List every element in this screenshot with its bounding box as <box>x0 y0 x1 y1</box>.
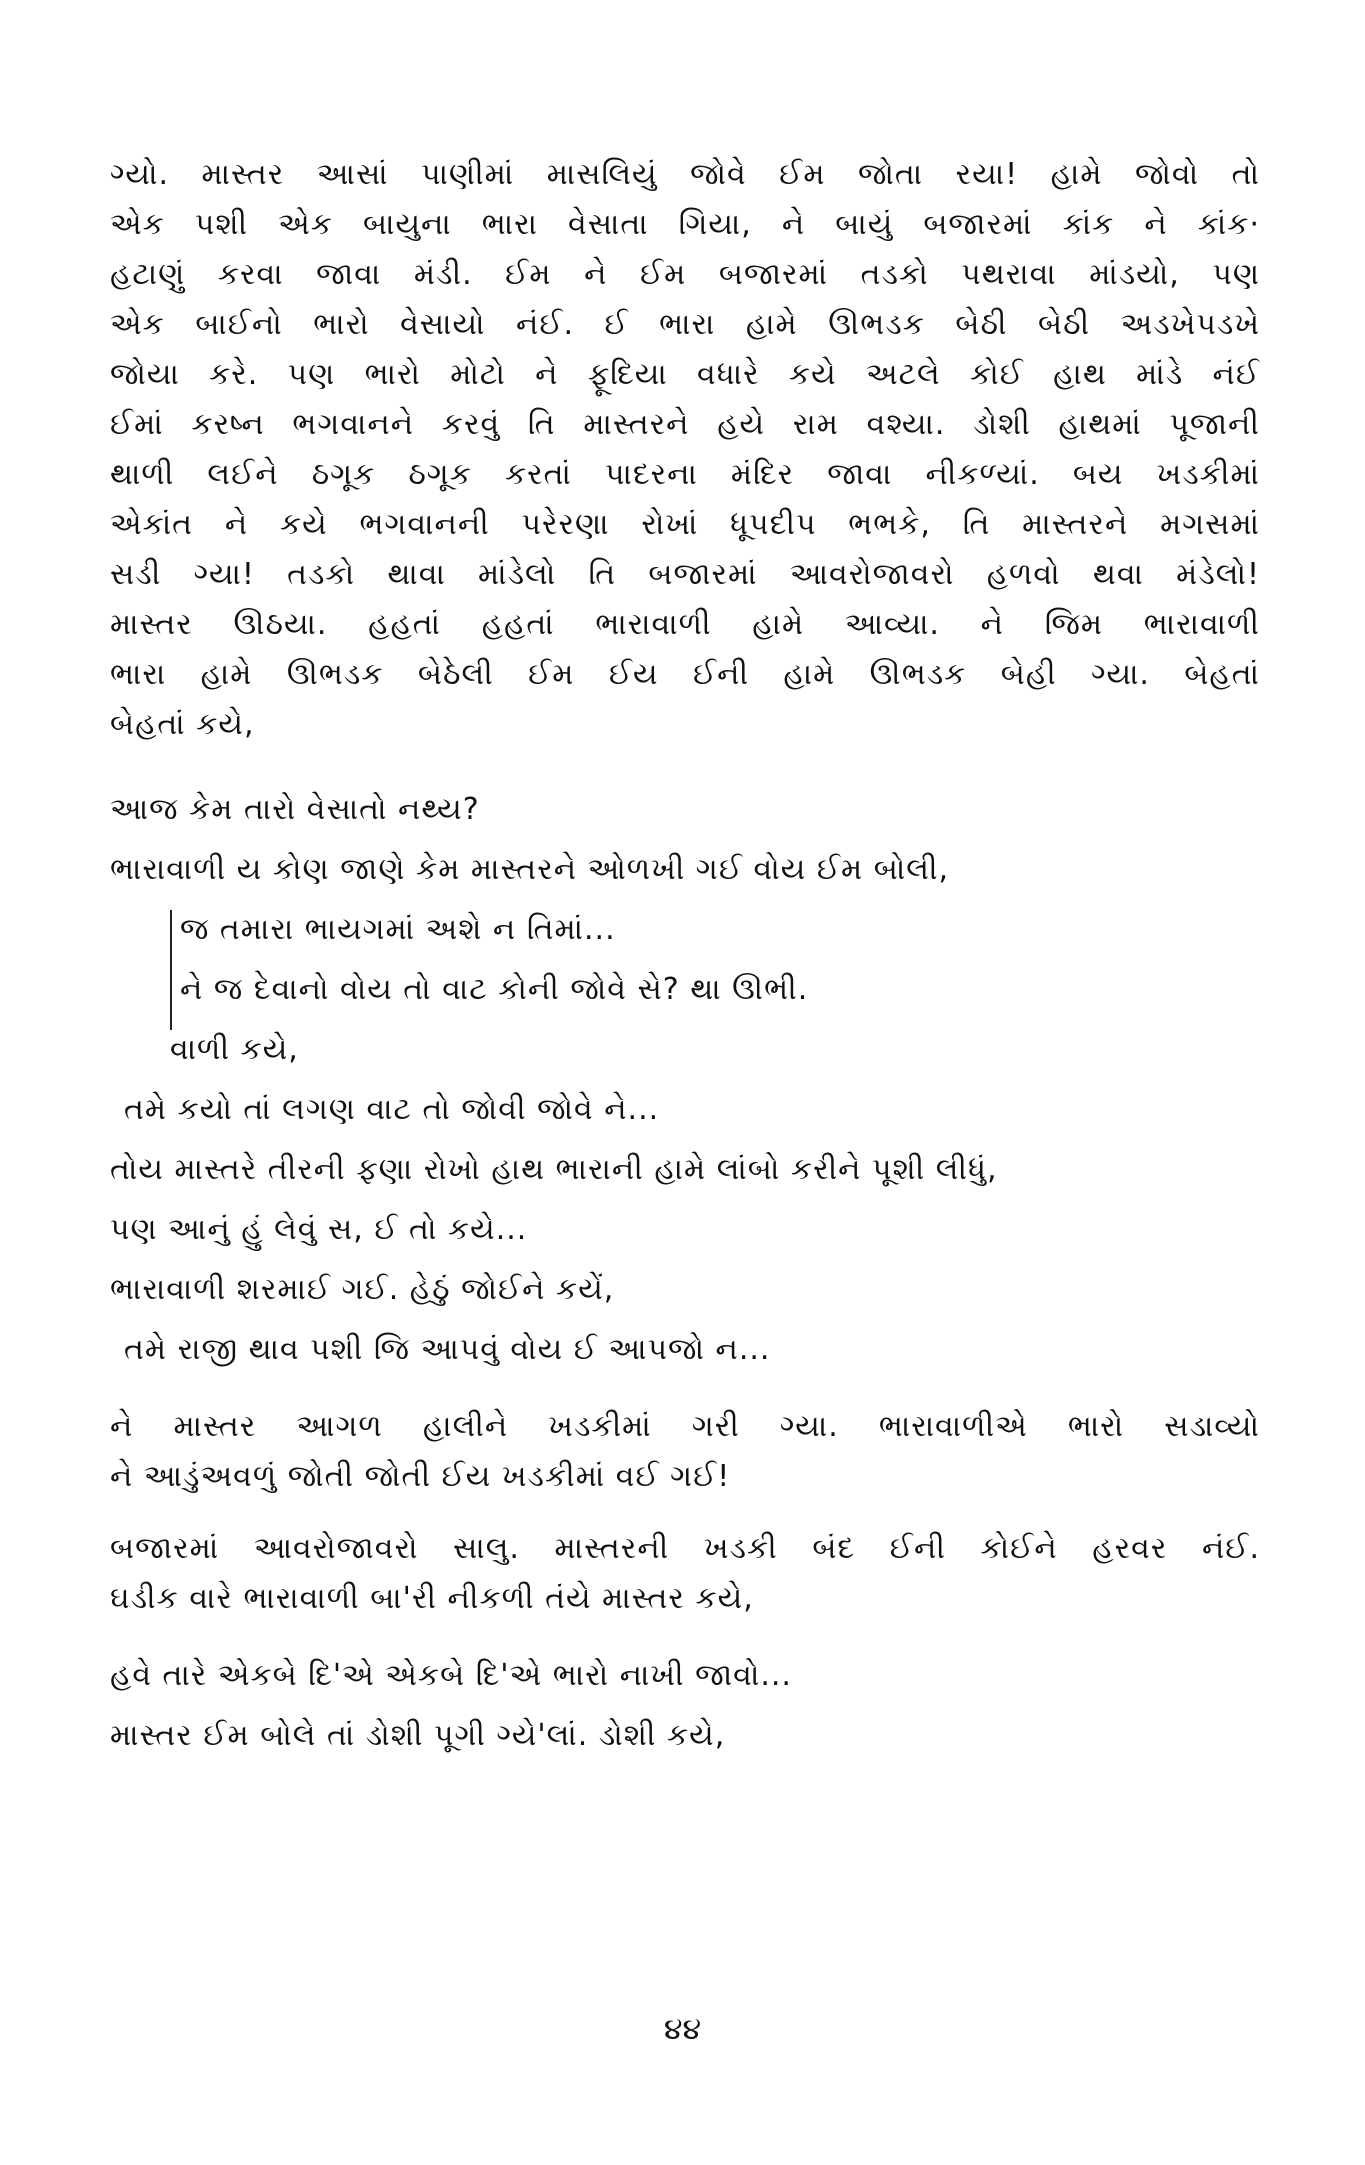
text-line: ભારા હામે ઊભડક બેઠેલી ઈમ ઈય ઈની હામે ઊભડક બેહી ગ્યા. બેહતાં <box>110 657 1260 692</box>
text-line: ઘડીક વારે ભારાવાળી બા'રી નીકળી તંયે માસ્તર કયે, <box>110 1581 754 1616</box>
dialogue-3 <box>110 1646 1260 1766</box>
dialogue-line: તમે કયો તાં લગણ વાટ તો જોવી જોવે ને... <box>124 1092 660 1127</box>
paragraph-2 <box>110 1402 1260 1502</box>
page-content <box>110 150 1260 1766</box>
page-number: ૪૪ <box>663 2012 702 2047</box>
text-line: એક પશી એક બાયુના ભારા વેસાતા ગિયા, ને બાયું બજારમાં કાંક ને કાંક· <box>110 207 1260 242</box>
dialogue-line: ભારાવાળી શરમાઈ ગઈ. હેઠું જોઈને કયેં, <box>110 1272 615 1307</box>
verse-bar <box>170 910 172 1030</box>
dialogue-2 <box>110 1020 1260 1380</box>
text-line: જોયા કરે. પણ ભારો મોટો ને ફૂદિયા વધારે કયે અટલે કોઈ હાથ માંડે નંઈ <box>110 357 1260 392</box>
text-line: ગ્યો. માસ્તર આસાં પાણીમાં માસલિયું જોવે ઈમ જોતા રયા! હામે જોવો તો <box>110 157 1260 192</box>
dialogue-line: પણ આનું હું લેવું સ, ઈ તો કયે... <box>110 1212 528 1247</box>
dialogue-line: માસ્તર ઈમ બોલે તાં ડોશી પૂગી ગ્યે'લાં. ડોશી કયે, <box>110 1718 726 1753</box>
verse-line: જ તમારા ભાયગમાં અશે ન તિમાં... <box>180 912 616 947</box>
text-line: હટાણું કરવા જાવા મંડી. ઈમ ને ઈમ બજારમાં તડકો પથરાવા માંડયો, પણ <box>110 257 1260 292</box>
dialogue-line: તોય માસ્તરે તીરની ફણા રોખો હાથ ભારાની હામે લાંબો કરીને પૂશી લીધું, <box>110 1152 998 1187</box>
dialogue-line: ભારાવાળી ય કોણ જાણે કેમ માસ્તરને ઓળખી ગઈ વોય ઈમ બોલી, <box>110 852 950 887</box>
text-line: એક બાઈનો ભારો વેસાયો નંઈ. ઈ ભારા હામે ઊભડક બેઠી બેઠી અડખેપડખે <box>110 307 1260 342</box>
verse-line: ને જ દેવાનો વોય તો વાટ કોની જોવે સે? થા ઊભી. <box>180 972 809 1007</box>
text-line: ઈમાં કરષ્ન ભગવાનને કરવું તિ માસ્તરને હયે રામ વશ્યા. ડોશી હાથમાં પૂજાની <box>110 407 1260 442</box>
dialogue-1 <box>110 780 1260 900</box>
paragraph-1 <box>110 150 1260 750</box>
dialogue-line: હવે તારે એકબે દિ'એ એકબે દિ'એ ભારો નાખી જાવો... <box>110 1658 792 1693</box>
dialogue-line: આજ કેમ તારો વેસાતો નથ્ય? <box>110 792 480 827</box>
text-line: ને આડુંઅવળું જોતી જોતી ઈય ખડકીમાં વઈ ગઈ! <box>110 1459 731 1494</box>
text-line: બેહતાં કયે, <box>110 707 255 742</box>
text-line: એકાંત ને કયે ભગવાનની પરેરણા રોખાં ધૂપદીપ ભભકે, તિ માસ્તરને મગસમાં <box>110 507 1260 542</box>
text-line: બજારમાં આવરોજાવરો સાલુ. માસ્તરની ખડકી બંદ ઈની કોઈને હરવર નંઈ. <box>110 1531 1260 1566</box>
verse-block <box>170 900 1260 1020</box>
dialogue-line: વાળી કયે, <box>170 1032 299 1067</box>
paragraph-3 <box>110 1524 1260 1624</box>
text-line: ને માસ્તર આગળ હાલીને ખડકીમાં ગરી ગ્યા. ભારાવાળીએ ભારો સડાવ્યો <box>110 1409 1260 1444</box>
text-line: માસ્તર ઊઠયા. હહતાં હહતાં ભારાવાળી હામે આવ્યા. ને જિમ ભારાવાળી <box>110 607 1260 642</box>
dialogue-line: તમે રાજી થાવ પશી જિ આપવું વોય ઈ આપજો ન... <box>124 1332 771 1367</box>
text-line: થાળી લઈને ઠગૂક ઠગૂક કરતાં પાદરના મંદિર જાવા નીકળ્યાં. બય ખડકીમાં <box>110 457 1260 492</box>
text-line: સડી ગ્યા! તડકો થાવા માંડેલો તિ બજારમાં આવરોજાવરો હળવો થવા મંડેલો! <box>110 557 1260 592</box>
